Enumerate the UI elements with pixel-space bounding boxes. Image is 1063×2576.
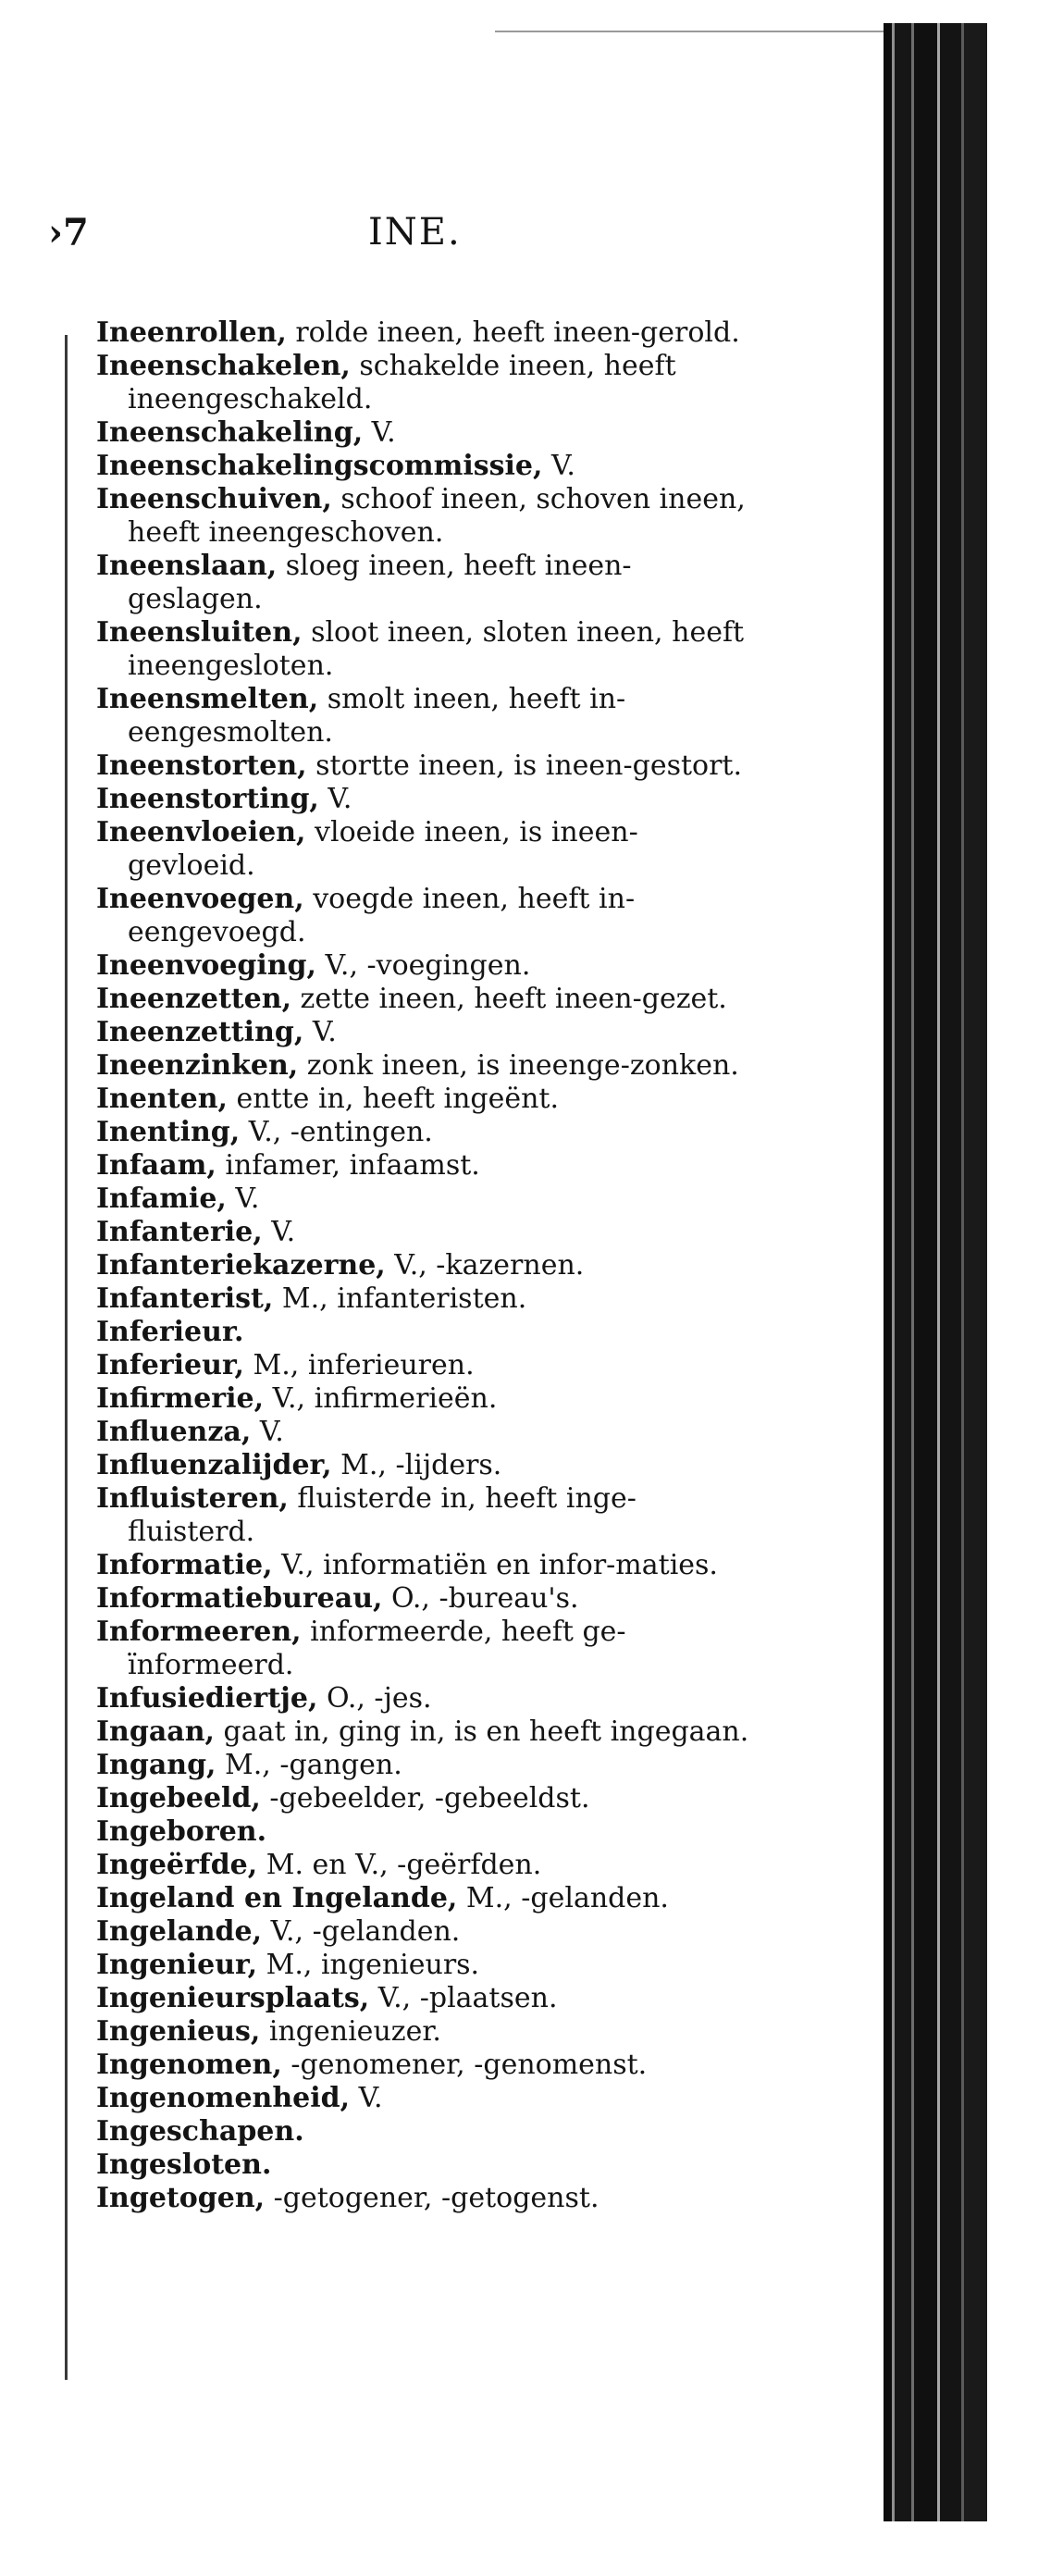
entry-body: V., informatiën en infor-maties.: [272, 1549, 718, 1581]
entry-infirmerie: [96, 1382, 762, 1416]
margin-rule: [65, 335, 68, 2380]
entry-ingelande: [96, 1915, 762, 1949]
entry-ineenschuiven: [96, 483, 762, 550]
entry-body: fluisterde in, heeft inge-fluisterd.: [128, 1482, 637, 1548]
book-spine-shadow: [884, 23, 987, 2521]
entry-body: V., -kazernen.: [385, 1249, 585, 1282]
entry-head: Ineenvloeien,: [96, 816, 306, 848]
entry-head: Ineenstorting,: [96, 783, 319, 815]
entry-head: Ingeërfde,: [96, 1849, 258, 1881]
entry-head: Infirmerie,: [96, 1382, 265, 1415]
entry-head: Ingetogen,: [96, 2182, 266, 2214]
entry-body: V.: [303, 1016, 337, 1048]
dictionary-entries: [96, 316, 762, 2215]
entry-influenzalijder: [96, 1449, 762, 1482]
entry-head: Inenting,: [96, 1116, 241, 1148]
entry-informeeren: [96, 1616, 762, 1682]
entry-infanteriekazerne: [96, 1249, 762, 1282]
running-head: INE.: [368, 211, 462, 254]
entry-ingenieursplaats: [96, 1982, 762, 2015]
entry-head: Influenza,: [96, 1416, 252, 1448]
entry-body: V.: [363, 416, 396, 449]
entry-body: M., -lijders.: [331, 1449, 502, 1481]
entry-body: -genomener, -genomenst.: [281, 2049, 648, 2081]
entry-head: Ingeboren.: [96, 1815, 267, 1848]
entry-head: Ingeschapen.: [96, 2115, 304, 2148]
entry-head: Informeeren,: [96, 1616, 302, 1648]
entry-head: Ineenschuiven,: [96, 483, 332, 515]
entry-ineensluiten: [96, 616, 762, 683]
entry-body: V.: [251, 1416, 284, 1448]
entry-body: sloeg ineen, heeft ineen-geslagen.: [128, 550, 632, 615]
entry-infanterie: [96, 1216, 762, 1249]
entry-body: ingenieuzer.: [260, 2015, 441, 2048]
entry-ineenschakelen: [96, 350, 762, 416]
entry-head: Infanteriekazerne,: [96, 1249, 386, 1282]
entry-body: smolt ineen, heeft in-eengesmolten.: [128, 683, 626, 749]
entry-ingaan: [96, 1715, 762, 1749]
entry-head: Ingenieur,: [96, 1949, 258, 1981]
entry-infamie: [96, 1183, 762, 1216]
entry-influenza: [96, 1416, 762, 1449]
entry-head: Infusiediertje,: [96, 1682, 318, 1715]
entry-body: V.: [318, 783, 352, 815]
entry-head: Ingaan,: [96, 1715, 215, 1748]
entry-body: infamer, infaamst.: [216, 1149, 480, 1182]
entry-body: V., infirmerieën.: [264, 1382, 498, 1415]
entry-head: Infanterist,: [96, 1282, 274, 1315]
entry-body: V.: [262, 1216, 296, 1248]
entry-body: V.: [542, 450, 575, 482]
entry-body: schakelde ineen, heeft ineengeschakeld.: [128, 350, 676, 415]
entry-body: zette ineen, heeft ineen-gezet.: [291, 983, 727, 1015]
entry-ineenschakeling: [96, 416, 762, 450]
entry-ingetogen: [96, 2182, 762, 2215]
entry-ineenvoeging: [96, 949, 762, 983]
entry-body: V., -voegingen.: [315, 949, 531, 982]
entry-ineenstorting: [96, 783, 762, 816]
entry-body: M., ingenieurs.: [257, 1949, 480, 1981]
entry-ingeschapen: [96, 2115, 762, 2149]
entry-informatie: [96, 1549, 762, 1582]
entry-ingenieus: [96, 2015, 762, 2049]
entry-informatiebureau: [96, 1582, 762, 1616]
entry-head: Ingesloten.: [96, 2149, 272, 2181]
entry-body: stortte ineen, is ineen-gestort.: [306, 749, 743, 782]
entry-ingesloten: [96, 2149, 762, 2182]
page-number: ›7: [48, 211, 89, 254]
entry-head: Ineenstorten,: [96, 749, 307, 782]
entry-head: Ineensmelten,: [96, 683, 319, 715]
entry-head: Ineenslaan,: [96, 550, 278, 582]
entry-head: Ingelande,: [96, 1915, 263, 1948]
entry-head: Ineenschakelingscommissie,: [96, 450, 543, 482]
entry-head: Infamie,: [96, 1183, 227, 1215]
entry-ingenomen: [96, 2049, 762, 2082]
entry-infanterist: [96, 1282, 762, 1316]
entry-infusiediertje: [96, 1682, 762, 1715]
entry-head: Inferieur.: [96, 1316, 244, 1348]
entry-ingang: [96, 1749, 762, 1782]
entry-body: V.: [226, 1183, 260, 1215]
entry-head: Ingang,: [96, 1749, 216, 1781]
entry-ineenzinken: [96, 1049, 762, 1083]
entry-body: O., -bureau's.: [382, 1582, 579, 1615]
entry-head: Ineenzetting,: [96, 1016, 304, 1048]
entry-body: schoof ineen, schoven ineen, heeft ineengeschoven.: [128, 483, 746, 549]
entry-head: Inenten,: [96, 1083, 228, 1115]
entry-inenten: [96, 1083, 762, 1116]
entry-body: gaat in, ging in, is en heeft ingegaan.: [214, 1715, 749, 1748]
entry-infaam: [96, 1149, 762, 1183]
entry-body: M. en V., -geërfden.: [257, 1849, 542, 1881]
entry-body: -getogener, -getogenst.: [265, 2182, 599, 2214]
entry-head: Ineensluiten,: [96, 616, 303, 649]
entry-body: vloeide ineen, is ineen-gevloeid.: [128, 816, 638, 882]
entry-body: rolde ineen, heeft ineen-gerold.: [286, 316, 740, 349]
entry-head: Infanterie,: [96, 1216, 263, 1248]
entry-head: Ingenieus,: [96, 2015, 261, 2048]
entry-influisteren: [96, 1482, 762, 1549]
entry-body: -gebeelder, -gebeeldst.: [260, 1782, 590, 1814]
entry-ineenslaan: [96, 550, 762, 616]
entry-ineenvoegen: [96, 883, 762, 949]
entry-head: Ineenzetten,: [96, 983, 292, 1015]
entry-ingeboren: [96, 1815, 762, 1849]
entry-ingenieur: [96, 1949, 762, 1982]
entry-body: V., -gelanden.: [262, 1915, 461, 1948]
entry-head: Ineenzinken,: [96, 1049, 299, 1082]
entry-ineenvloeien: [96, 816, 762, 883]
entry-head: Ingenomenheid,: [96, 2082, 351, 2114]
entry-body: V.: [350, 2082, 383, 2114]
entry-ineenzetten: [96, 983, 762, 1016]
entry-body: voegde ineen, heeft in-eengevoegd.: [128, 883, 636, 948]
entry-head: Influisteren,: [96, 1482, 289, 1515]
entry-inferieur-noun: [96, 1349, 762, 1382]
entry-inenting: [96, 1116, 762, 1149]
entry-ingebeeld: [96, 1782, 762, 1815]
entry-head: Ineenvoeging,: [96, 949, 316, 982]
entry-ineenrollen: [96, 316, 762, 350]
entry-inferieur-adj: [96, 1316, 762, 1349]
entry-body: informeerde, heeft ge-ïnformeerd.: [128, 1616, 626, 1681]
entry-head: Ingenomen,: [96, 2049, 282, 2081]
entry-body: M., -gangen.: [216, 1749, 402, 1781]
entry-ineenschakelingscommissie: [96, 450, 762, 483]
entry-head: Inferieur,: [96, 1349, 245, 1381]
entry-ineenstorten: [96, 749, 762, 783]
entry-ingeland: [96, 1882, 762, 1915]
entry-body: entte in, heeft ingeënt.: [227, 1083, 560, 1115]
entry-body: V., -entingen.: [240, 1116, 433, 1148]
entry-head: Infaam,: [96, 1149, 216, 1182]
entry-body: O., -jes.: [317, 1682, 432, 1715]
entry-head: Influenzalijder,: [96, 1449, 332, 1481]
entry-ineensmelten: [96, 683, 762, 749]
entry-head: Informatiebureau,: [96, 1582, 383, 1615]
entry-body: M., infanteristen.: [273, 1282, 527, 1315]
entry-body: M., inferieuren.: [244, 1349, 475, 1381]
entry-ingenomenheid: [96, 2082, 762, 2115]
entry-head: Ineenschakeling,: [96, 416, 364, 449]
top-rule: [495, 31, 884, 32]
entry-body: M., -gelanden.: [457, 1882, 669, 1914]
entry-head: Ingenieursplaats,: [96, 1982, 370, 2014]
entry-body: zonk ineen, is ineenge-zonken.: [298, 1049, 739, 1082]
entry-ingeerfde: [96, 1849, 762, 1882]
entry-head: Informatie,: [96, 1549, 273, 1581]
entry-ineenzetting: [96, 1016, 762, 1049]
entry-head: Ineenrollen,: [96, 316, 287, 349]
entry-head: Ingebeeld,: [96, 1782, 261, 1814]
entry-body: V., -plaatsen.: [369, 1982, 558, 2014]
entry-head: Ineenschakelen,: [96, 350, 351, 382]
entry-head: Ineenvoegen,: [96, 883, 304, 915]
entry-body: sloot ineen, sloten ineen, heeft ineengesloten.: [128, 616, 745, 682]
entry-head: Ingeland en Ingelande,: [96, 1882, 458, 1914]
